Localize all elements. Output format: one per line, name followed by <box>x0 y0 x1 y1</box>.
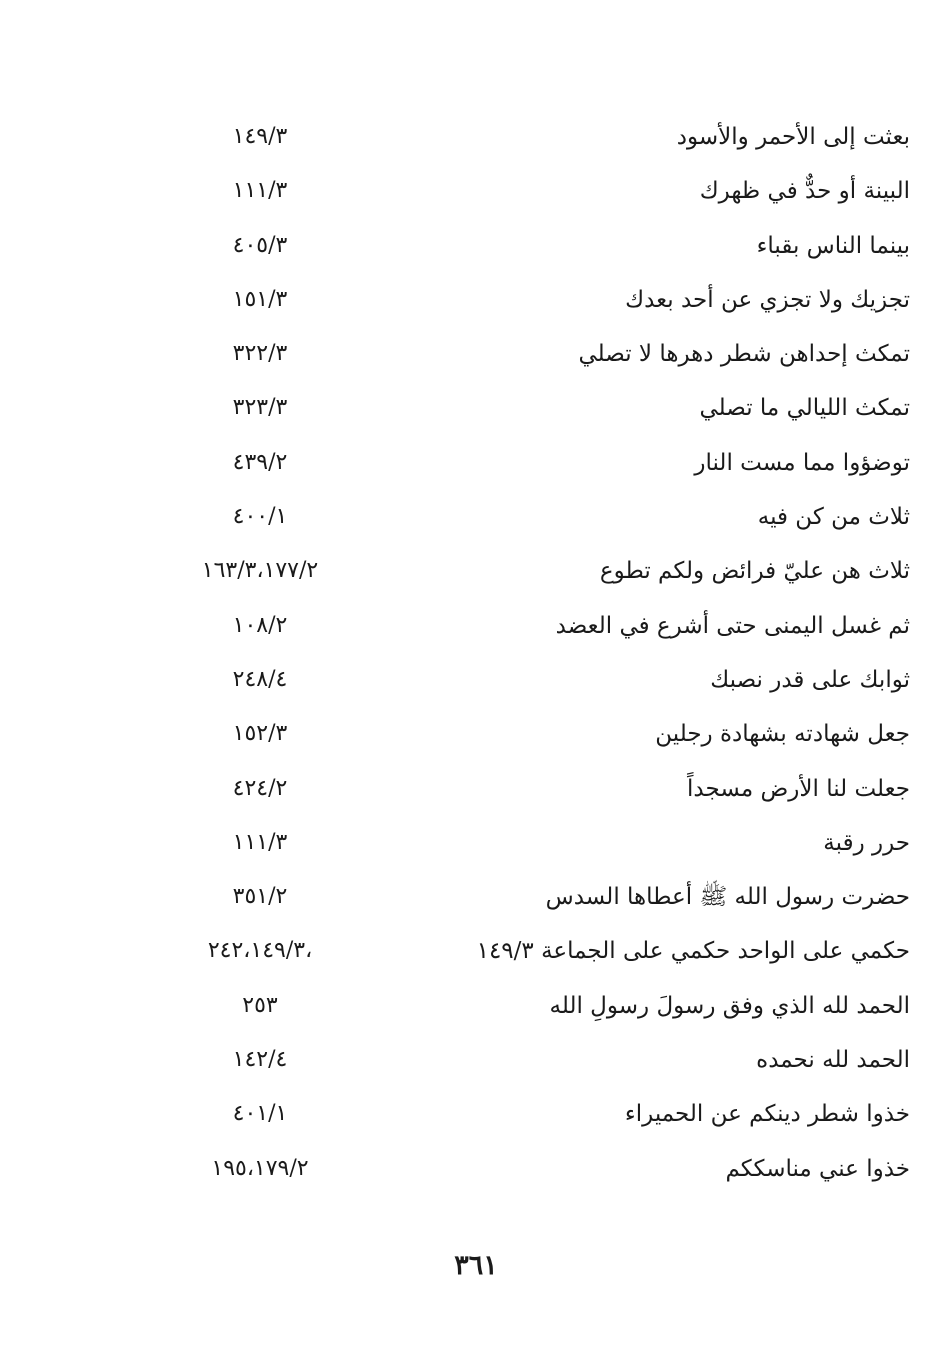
index-entry <box>0 1089 952 1143</box>
volume-page-reference: ١٦٣/٣،١٧٧/٢ <box>201 558 319 584</box>
hadith-text: حضرت رسول الله ﷺ أعطاها السدس <box>545 884 910 911</box>
volume-page-reference: ٣٥١/٢ <box>232 884 288 910</box>
hadith-index-list <box>0 112 952 1198</box>
hadith-text: جعلت لنا الأرض مسجداً <box>687 775 910 802</box>
hadith-text: تمكث الليالي ما تصلي <box>699 395 910 422</box>
volume-page-reference: ٤٢٤/٢ <box>232 775 288 801</box>
volume-page-reference: ٣٢٢/٣ <box>232 341 288 367</box>
hadith-text: تمكث إحداهن شطر دهرها لا تصلي <box>578 341 910 368</box>
index-entry <box>0 492 952 546</box>
index-entry <box>0 112 952 166</box>
volume-page-reference: ١٤٢/٤ <box>232 1047 288 1073</box>
hadith-text: ثلاث من كن فيه <box>757 504 910 531</box>
index-entry <box>0 655 952 709</box>
hadith-text: خذوا شطر دينكم عن الحميراء <box>624 1101 910 1128</box>
index-entry <box>0 166 952 220</box>
hadith-text: الحمد لله الذي وفق رسولَ رسولِ الله <box>549 992 910 1019</box>
hadith-text: تجزيك ولا تجزي عن أحد بعدك <box>625 286 910 313</box>
index-entry <box>0 764 952 818</box>
hadith-text: خذوا عني مناسككم <box>725 1155 910 1182</box>
volume-page-reference: ٤٠٠/١ <box>232 504 288 530</box>
index-entry <box>0 221 952 275</box>
index-entry <box>0 872 952 926</box>
volume-page-reference: ٤٠٥/٣ <box>232 232 288 258</box>
index-entry <box>0 383 952 437</box>
index-entry <box>0 818 952 872</box>
volume-page-reference: ٤٠١/١ <box>232 1101 288 1127</box>
hadith-text: الحمد لله نحمده <box>756 1047 910 1074</box>
hadith-text: ثم غسل اليمنى حتى أشرع في العضد <box>555 612 910 639</box>
volume-page-reference: ٢٥٣ <box>242 992 278 1018</box>
volume-page-reference: ٢٤٨/٤ <box>232 666 288 692</box>
volume-page-reference: ١٩٥،١٧٩/٢ <box>211 1155 309 1181</box>
index-entry <box>0 546 952 600</box>
hadith-text: حكمي على الواحد حكمي على الجماعة ١٤٩/٣ <box>476 938 910 965</box>
index-entry <box>0 981 952 1035</box>
hadith-text: ثلاث هن عليّ فرائض ولكم تطوع <box>599 558 910 585</box>
hadith-text: بينما الناس بقباء <box>756 232 910 259</box>
hadith-text: ثوابك على قدر نصبك <box>710 666 910 693</box>
volume-page-reference: ١٠٨/٢ <box>232 612 288 638</box>
volume-page-reference: ١١١/٣ <box>232 829 288 855</box>
volume-page-reference: ،٢٤٢،١٤٩/٣ <box>207 938 313 964</box>
hadith-text: حرر رقبة <box>823 829 910 856</box>
index-entry <box>0 1035 952 1089</box>
hadith-text: بعثت إلى الأحمر والأسود <box>676 124 910 150</box>
hadith-text: البينة أو حدٌّ في ظهرك <box>699 178 910 205</box>
volume-page-reference: ٣٢٣/٣ <box>232 395 288 421</box>
volume-page-reference: ١٤٩/٣ <box>232 124 288 149</box>
volume-page-reference: ١٥٢/٣ <box>232 721 288 747</box>
index-entry <box>0 275 952 329</box>
index-entry <box>0 329 952 383</box>
volume-page-reference: ١١١/٣ <box>232 178 288 204</box>
volume-page-reference: ٤٣٩/٢ <box>232 449 288 475</box>
hadith-text: توضؤوا مما مست النار <box>694 449 910 476</box>
index-entry <box>0 601 952 655</box>
index-entry <box>0 926 952 980</box>
hadith-text: جعل شهادته بشهادة رجلين <box>655 721 910 748</box>
page-number: ٣٦١ <box>454 1250 498 1281</box>
index-entry <box>0 709 952 763</box>
index-entry <box>0 438 952 492</box>
index-entry <box>0 1144 952 1198</box>
volume-page-reference: ١٥١/٣ <box>232 286 288 312</box>
